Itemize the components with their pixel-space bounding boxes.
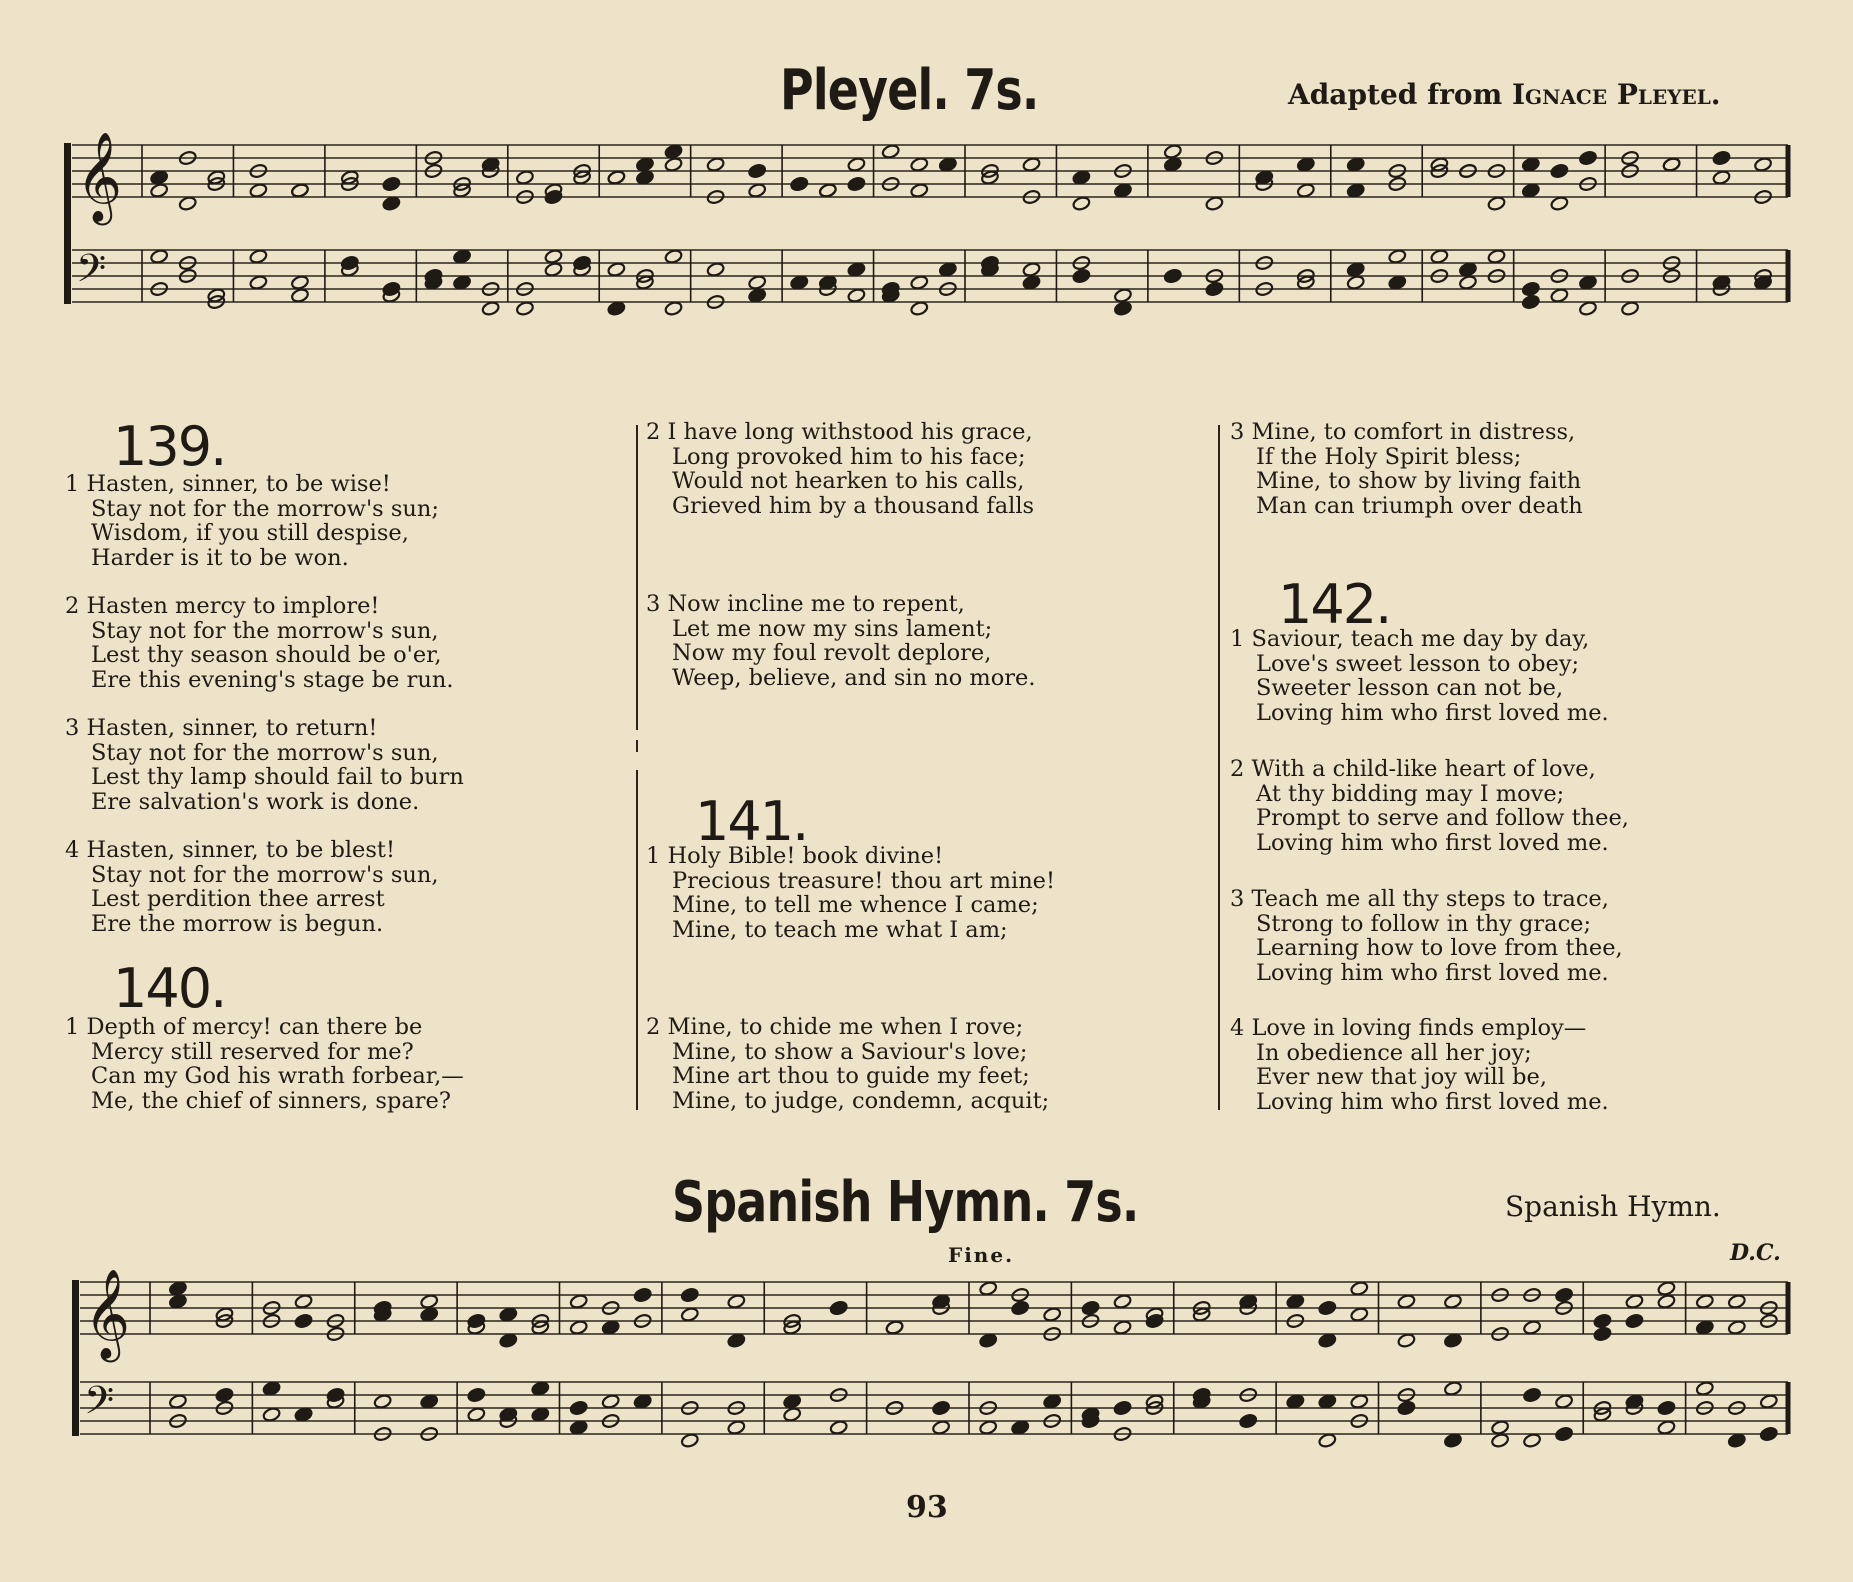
note-head xyxy=(1759,1394,1778,1410)
note-head xyxy=(1163,157,1182,173)
stanza: 4 Hasten, sinner, to be blest! Stay not for the morrow's sun, Lest perdition thee arrest Ere the morrow is begun. xyxy=(65,837,439,937)
note-head xyxy=(1114,183,1133,199)
note-head xyxy=(1444,1381,1463,1397)
note-head xyxy=(1072,268,1091,284)
stanza: 3 Hasten, sinner, to return! Stay not for the morrow's sun, Lest thy lamp should fail to burn Ere salvation's work is done. xyxy=(65,715,464,815)
stanza: 2 With a child-like heart of love, At thy bidding may I move; Prompt to serve and follow thee, Loving him who first loved me. xyxy=(1230,756,1629,856)
note-head xyxy=(1754,157,1773,173)
note-head xyxy=(531,1407,550,1423)
note-head xyxy=(1113,1400,1132,1416)
note-head xyxy=(1296,183,1315,199)
note-head xyxy=(636,170,655,186)
note-head xyxy=(847,157,866,173)
note-head xyxy=(1727,1433,1746,1449)
note-head xyxy=(168,1294,187,1310)
note-head xyxy=(1657,1400,1676,1416)
note-head xyxy=(1579,150,1598,166)
note-head xyxy=(1205,281,1224,297)
note-head xyxy=(1521,294,1540,310)
note-head xyxy=(1163,144,1182,160)
note-head xyxy=(1072,170,1091,186)
note-head xyxy=(294,1407,313,1423)
note-head xyxy=(1346,262,1365,278)
note-head xyxy=(1397,1400,1416,1416)
note-head xyxy=(499,1307,518,1323)
note-head xyxy=(262,1407,281,1423)
treble-clef-icon: 𝄞 xyxy=(84,1269,131,1359)
note-head xyxy=(1727,1320,1746,1336)
note-head xyxy=(453,275,472,291)
note-head xyxy=(1081,1300,1100,1316)
note-head xyxy=(829,1420,848,1436)
note-head xyxy=(932,1420,951,1436)
stanza: 3 Teach me all thy steps to trace, Strong to follow in thy grace; Learning how to love from thee, Loving him who first loved me. xyxy=(1230,886,1623,986)
stanza: 2 I have long withstood his grace, Long provoked him to his face; Would not hearken to his calls, Grieved him by a thousand falls xyxy=(646,419,1035,519)
note-head xyxy=(453,249,472,265)
note-head xyxy=(1318,1300,1337,1316)
note-head xyxy=(1022,275,1041,291)
note-head xyxy=(783,1394,802,1410)
note-head xyxy=(607,301,626,317)
note-head xyxy=(1296,157,1315,173)
note-head xyxy=(168,1281,187,1297)
note-head xyxy=(727,1420,746,1436)
note-head xyxy=(249,183,268,199)
note-head xyxy=(531,1381,550,1397)
note-head xyxy=(420,1394,439,1410)
note-head xyxy=(569,1294,588,1310)
note-head xyxy=(168,1394,187,1410)
note-head xyxy=(515,170,534,186)
note-head xyxy=(1388,249,1407,265)
note-head xyxy=(1397,1333,1416,1349)
note-head xyxy=(979,1333,998,1349)
note-head xyxy=(1625,1294,1644,1310)
note-head xyxy=(1555,1287,1574,1303)
note-head xyxy=(706,262,725,278)
system-brace xyxy=(64,143,71,304)
note-head xyxy=(569,1420,588,1436)
note-head xyxy=(783,1407,802,1423)
note-head xyxy=(910,301,929,317)
note-head xyxy=(847,262,866,278)
note-head xyxy=(1579,275,1598,291)
note-head xyxy=(1657,1294,1676,1310)
hymn-number: 141. xyxy=(695,790,808,853)
note-head xyxy=(569,1320,588,1336)
note-head xyxy=(294,1294,313,1310)
note-head xyxy=(790,176,809,192)
note-head xyxy=(249,249,268,265)
note-head xyxy=(680,1307,699,1323)
note-head xyxy=(544,189,563,205)
note-head xyxy=(636,157,655,173)
stanza: 2 Mine, to chide me when I rove; Mine, to show a Saviour's love; Mine art thou to guide my feet; Mine, to judge, condemn, acquit; xyxy=(646,1014,1050,1114)
note-head xyxy=(1593,1326,1612,1342)
page-number: 93 xyxy=(906,1490,948,1525)
note-head xyxy=(727,1333,746,1349)
note-head xyxy=(910,275,929,291)
stanza: 1 Hasten, sinner, to be wise! Stay not for the morrow's sun; Wisdom, if you still despise, Harder is it to be won. xyxy=(65,471,439,571)
note-head xyxy=(1593,1313,1612,1329)
dc-marking: D.C. xyxy=(1730,1240,1781,1266)
note-head xyxy=(150,170,169,186)
note-head xyxy=(1550,288,1569,304)
note-head xyxy=(1662,157,1681,173)
tune-title-spanish-hymn: Spanish Hymn. 7s. xyxy=(672,1170,1139,1235)
stanza: 1 Holy Bible! book divine! Precious treasure! thou art mine! Mine, to tell me whence I came; Mine, to teach me what I am; xyxy=(646,843,1056,943)
stanza: 3 Now incline me to repent, Let me now my sins lament; Now my foul revolt deplore, Weep, believe, and sin no more. xyxy=(646,591,1036,691)
note-head xyxy=(664,301,683,317)
note-head xyxy=(1657,1420,1676,1436)
note-head xyxy=(499,1333,518,1349)
column-divider xyxy=(636,740,638,752)
note-head xyxy=(847,288,866,304)
stanza: 1 Saviour, teach me day by day, Love's sweet lesson to obey; Sweeter lesson can not be, Loving him who first loved me. xyxy=(1230,626,1609,726)
tune-credit-spanish-hymn: Spanish Hymn. xyxy=(1505,1190,1721,1223)
note-head xyxy=(1318,1333,1337,1349)
note-head xyxy=(1487,249,1506,265)
note-head xyxy=(979,1420,998,1436)
tune-credit-pleyel: Adapted from Ignace Pleyel. xyxy=(1288,78,1721,111)
note-head xyxy=(633,1287,652,1303)
note-head xyxy=(1487,196,1506,212)
stanza: 1 Depth of mercy! can there be Mercy still reserved for me? Can my God his wrath forbear,— Me, the chief of sinners, spare? xyxy=(65,1014,464,1114)
column-divider xyxy=(636,770,638,1110)
note-head xyxy=(1346,157,1365,173)
note-head xyxy=(373,1394,392,1410)
note-head xyxy=(1113,1294,1132,1310)
note-head xyxy=(1695,1381,1714,1397)
note-head xyxy=(481,157,500,173)
note-head xyxy=(1072,196,1091,212)
note-head xyxy=(420,1307,439,1323)
note-head xyxy=(1043,1394,1062,1410)
note-head xyxy=(291,288,310,304)
note-head xyxy=(979,1281,998,1297)
note-head xyxy=(601,1320,620,1336)
note-head xyxy=(829,1300,848,1316)
note-head xyxy=(515,301,534,317)
note-head xyxy=(1523,1320,1542,1336)
note-head xyxy=(1205,196,1224,212)
music-score-spanish-hymn xyxy=(60,1262,1795,1487)
hymn-number: 140. xyxy=(113,957,226,1020)
note-head xyxy=(569,1400,588,1416)
note-head xyxy=(932,1400,951,1416)
note-head xyxy=(1521,157,1540,173)
note-head xyxy=(1754,275,1773,291)
column-divider xyxy=(636,425,638,730)
note-head xyxy=(1657,1281,1676,1297)
treble-clef-icon: 𝄞 xyxy=(76,132,123,222)
note-head xyxy=(748,183,767,199)
note-head xyxy=(1388,275,1407,291)
note-head xyxy=(467,1407,486,1423)
hymn-number: 139. xyxy=(113,415,226,478)
note-head xyxy=(215,1387,234,1403)
note-head xyxy=(1695,1294,1714,1310)
note-head xyxy=(1430,249,1449,265)
note-head xyxy=(1459,262,1478,278)
note-head xyxy=(481,301,500,317)
tune-title-pleyel: Pleyel. 7s. xyxy=(780,58,1039,123)
note-head xyxy=(1444,1294,1463,1310)
note-head xyxy=(262,1381,281,1397)
note-head xyxy=(664,157,683,173)
note-head xyxy=(1043,1307,1062,1323)
note-head xyxy=(1459,275,1478,291)
note-head xyxy=(291,183,310,199)
note-head xyxy=(1491,1433,1510,1449)
hymn-number: 142. xyxy=(1278,573,1391,636)
note-head xyxy=(178,196,197,212)
note-head xyxy=(938,262,957,278)
note-head xyxy=(1523,1387,1542,1403)
note-head xyxy=(291,275,310,291)
note-head xyxy=(1318,1433,1337,1449)
note-head xyxy=(1555,1426,1574,1442)
note-head xyxy=(748,288,767,304)
note-head xyxy=(1022,157,1041,173)
note-head xyxy=(910,183,929,199)
note-head xyxy=(1523,1433,1542,1449)
note-head xyxy=(1286,1294,1305,1310)
note-head xyxy=(544,262,563,278)
stanza: 4 Love in loving finds employ— In obedience all her joy; Ever new that joy will be, Loving him who first loved me. xyxy=(1230,1015,1609,1115)
note-head xyxy=(382,196,401,212)
note-head xyxy=(1444,1433,1463,1449)
note-head xyxy=(1727,1294,1746,1310)
note-head xyxy=(727,1294,746,1310)
note-head xyxy=(1695,1320,1714,1336)
note-head xyxy=(818,183,837,199)
note-head xyxy=(1114,301,1133,317)
note-head xyxy=(664,144,683,160)
note-head xyxy=(1521,281,1540,297)
note-head xyxy=(706,157,725,173)
note-head xyxy=(1625,1313,1644,1329)
note-head xyxy=(150,183,169,199)
note-head xyxy=(607,170,626,186)
note-head xyxy=(1712,170,1731,186)
note-head xyxy=(601,1394,620,1410)
note-head xyxy=(1555,1394,1574,1410)
bass-clef-icon: 𝄢 xyxy=(76,247,107,301)
note-head xyxy=(1491,1420,1510,1436)
note-head xyxy=(1397,1294,1416,1310)
note-head xyxy=(881,144,900,160)
note-head xyxy=(1114,288,1133,304)
note-head xyxy=(1444,1333,1463,1349)
note-head xyxy=(150,249,169,265)
note-head xyxy=(294,1313,313,1329)
note-head xyxy=(1712,275,1731,291)
note-head xyxy=(1579,301,1598,317)
stanza: 2 Hasten mercy to implore! Stay not for the morrow's sun, Lest thy season should be o'er, Ere this evening's stage be run. xyxy=(65,593,454,693)
note-head xyxy=(1239,1413,1258,1429)
note-head xyxy=(382,176,401,192)
column-divider xyxy=(1218,425,1220,1110)
note-head xyxy=(1759,1426,1778,1442)
note-head xyxy=(910,157,929,173)
note-head xyxy=(544,249,563,265)
note-head xyxy=(1350,1281,1369,1297)
note-head xyxy=(467,1387,486,1403)
note-head xyxy=(1011,1300,1030,1316)
note-head xyxy=(607,262,626,278)
note-head xyxy=(1346,275,1365,291)
note-head xyxy=(1145,1313,1164,1329)
note-head xyxy=(420,1294,439,1310)
note-head xyxy=(885,1320,904,1336)
note-head xyxy=(748,275,767,291)
note-head xyxy=(748,163,767,179)
note-head xyxy=(680,1287,699,1303)
note-head xyxy=(680,1433,699,1449)
note-head xyxy=(1022,262,1041,278)
fine-marking: Fine. xyxy=(948,1243,1015,1267)
note-head xyxy=(499,1407,518,1423)
note-head xyxy=(249,275,268,291)
note-head xyxy=(664,249,683,265)
note-head xyxy=(1712,150,1731,166)
note-head xyxy=(1346,183,1365,199)
system-brace xyxy=(72,1280,79,1436)
note-head xyxy=(1521,183,1540,199)
note-head xyxy=(1350,1394,1369,1410)
note-head xyxy=(1550,196,1569,212)
bass-clef-icon: 𝄢 xyxy=(84,1379,115,1433)
note-head xyxy=(1113,1320,1132,1336)
music-score-pleyel xyxy=(60,125,1795,380)
note-head xyxy=(1318,1394,1337,1410)
note-head xyxy=(1350,1307,1369,1323)
note-head xyxy=(1621,301,1640,317)
note-head xyxy=(1550,163,1569,179)
note-head xyxy=(847,176,866,192)
stanza: 3 Mine, to comfort in distress, If the Holy Spirit bless; Mine, to show by living faith Man can triumph over death xyxy=(1230,419,1583,519)
